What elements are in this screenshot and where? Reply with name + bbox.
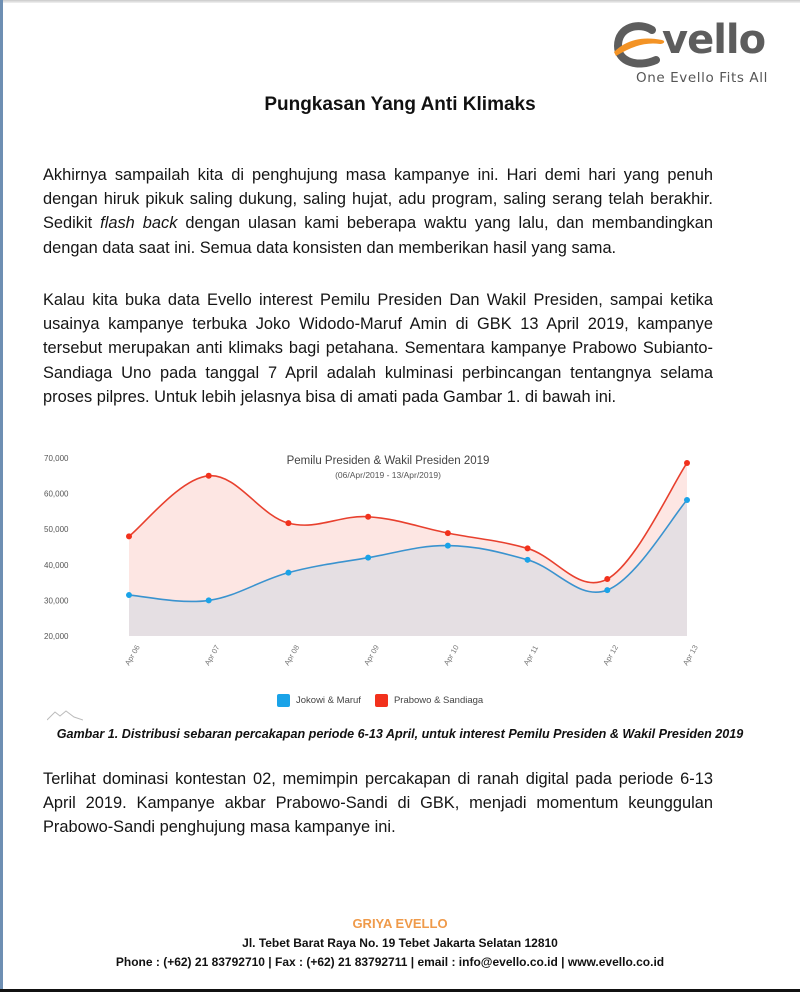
- mountain-watermark-icon: [47, 709, 83, 721]
- prabowo-data-point: [206, 473, 212, 479]
- area-chart: [40, 440, 760, 690]
- chart-container: [40, 440, 760, 720]
- y-axis-tick: 30,000: [44, 596, 69, 606]
- prabowo-data-point: [126, 533, 132, 539]
- jokowi-data-point: [445, 543, 451, 549]
- jokowi-data-point: [285, 570, 291, 576]
- jokowi-data-point: [525, 557, 531, 563]
- y-axis-tick: 40,000: [44, 560, 69, 570]
- x-axis-tick: Apr 08: [282, 643, 302, 667]
- page-footer: [0, 915, 800, 971]
- footer-contact: Phone : (+62) 21 83792710 | Fax : (+62) 21 83792711 | email : info@evello.co.id | www.evello.co.id: [115, 955, 665, 969]
- x-axis-tick: Apr 06: [122, 643, 142, 667]
- prabowo-data-point: [525, 545, 531, 551]
- paragraph-intro-part2: dengan ulasan kami beberapa waktu yang lalu, dan membandingkan dengan data saat ini. Semua data konsisten dan memberikan hasil yang sama.: [43, 214, 713, 257]
- jokowi-data-point: [126, 592, 132, 598]
- x-axis-tick: Apr 10: [441, 643, 461, 667]
- paragraph-conclusion: Terlihat dominasi kontestan 02, memimpin percakapan di ranah digital pada periode 6-13 April 2019. Kampanye akbar Prabowo-Sandi di GBK, menjadi momentum keunggulan Prabowo-Sandi penghujung masa kampanye ini.: [43, 770, 713, 837]
- legend-label: Jokowi & Maruf: [296, 695, 361, 706]
- jokowi-data-point: [684, 497, 690, 503]
- paragraph-data-summary: Kalau kita buka data Evello interest Pemilu Presiden Dan Wakil Presiden, sampai ketika usainya kampanye terbuka Joko Widodo-Maruf Amin di GBK 13 April 2019, kampanye tersebut merupakan anti klimaks bagi petahana. Sementara kampanye Prabowo Subianto-Sandiaga Uno pada tanggal 7 April adalah kulminasi perbincangan tentangnya selama proses pilpres. Untuk lebih jelasnya bisa di amati pada Gambar 1. di bawah ini.: [43, 291, 713, 406]
- y-axis-tick: 20,000: [44, 632, 69, 641]
- figure-caption: Gambar 1. Distribusi sebaran percakapan periode 6-13 April, untuk interest Pemilu Presiden & Wakil Presiden 2019: [56, 727, 744, 741]
- y-axis-tick: 70,000: [44, 454, 69, 463]
- jokowi-data-point: [206, 597, 212, 603]
- prabowo-data-point: [604, 576, 610, 582]
- page-left-border: [0, 0, 3, 992]
- y-axis-tick: 60,000: [44, 489, 69, 499]
- jokowi-data-point: [365, 555, 371, 561]
- legend-swatch-red: [375, 694, 388, 707]
- x-axis-tick: Apr 12: [601, 643, 621, 667]
- paragraph-intro-emphasis: flash back: [100, 214, 178, 233]
- legend-swatch-blue: [277, 694, 290, 707]
- chart-legend: [277, 694, 491, 707]
- document-title: Pungkasan Yang Anti Klimaks: [264, 94, 536, 115]
- legend-label: Prabowo & Sandiaga: [393, 695, 484, 706]
- jokowi-data-point: [604, 587, 610, 593]
- x-axis-tick: Apr 07: [202, 643, 222, 667]
- prabowo-data-point: [445, 530, 451, 536]
- footer-address: Jl. Tebet Barat Raya No. 19 Tebet Jakarta Selatan 12810: [242, 936, 558, 950]
- x-axis-tick: Apr 13: [680, 643, 700, 667]
- paragraph-intro-part1: Akhirnya sampailah kita di penghujung masa kampanye ini. Hari demi hari yang penuh dengan hiruk pikuk saling dukung, saling hujat, adu program, saling serang telah berakhir. Sedikit: [43, 166, 713, 233]
- prabowo-data-point: [285, 520, 291, 526]
- paragraph-intro: [43, 163, 713, 260]
- prabowo-data-point: [684, 460, 690, 466]
- prabowo-data-point: [365, 514, 371, 520]
- legend-item-jokowi[interactable]: [277, 694, 361, 707]
- x-axis-tick: Apr 11: [521, 643, 541, 667]
- x-axis-tick: Apr 09: [362, 643, 381, 667]
- chart-title: Pemilu Presiden & Wakil Presiden 2019: [286, 455, 490, 467]
- page-top-edge: [0, 0, 800, 3]
- chart-subtitle: (06/Apr/2019 - 13/Apr/2019): [335, 470, 441, 480]
- footer-company: GRIYA EVELLO: [352, 916, 448, 931]
- legend-item-prabowo[interactable]: [375, 694, 483, 707]
- y-axis-tick: 50,000: [44, 525, 69, 535]
- logo-tagline: One Evello Fits All: [636, 70, 768, 86]
- logo-wordmark: vello: [662, 17, 766, 63]
- evello-logo: [612, 10, 792, 86]
